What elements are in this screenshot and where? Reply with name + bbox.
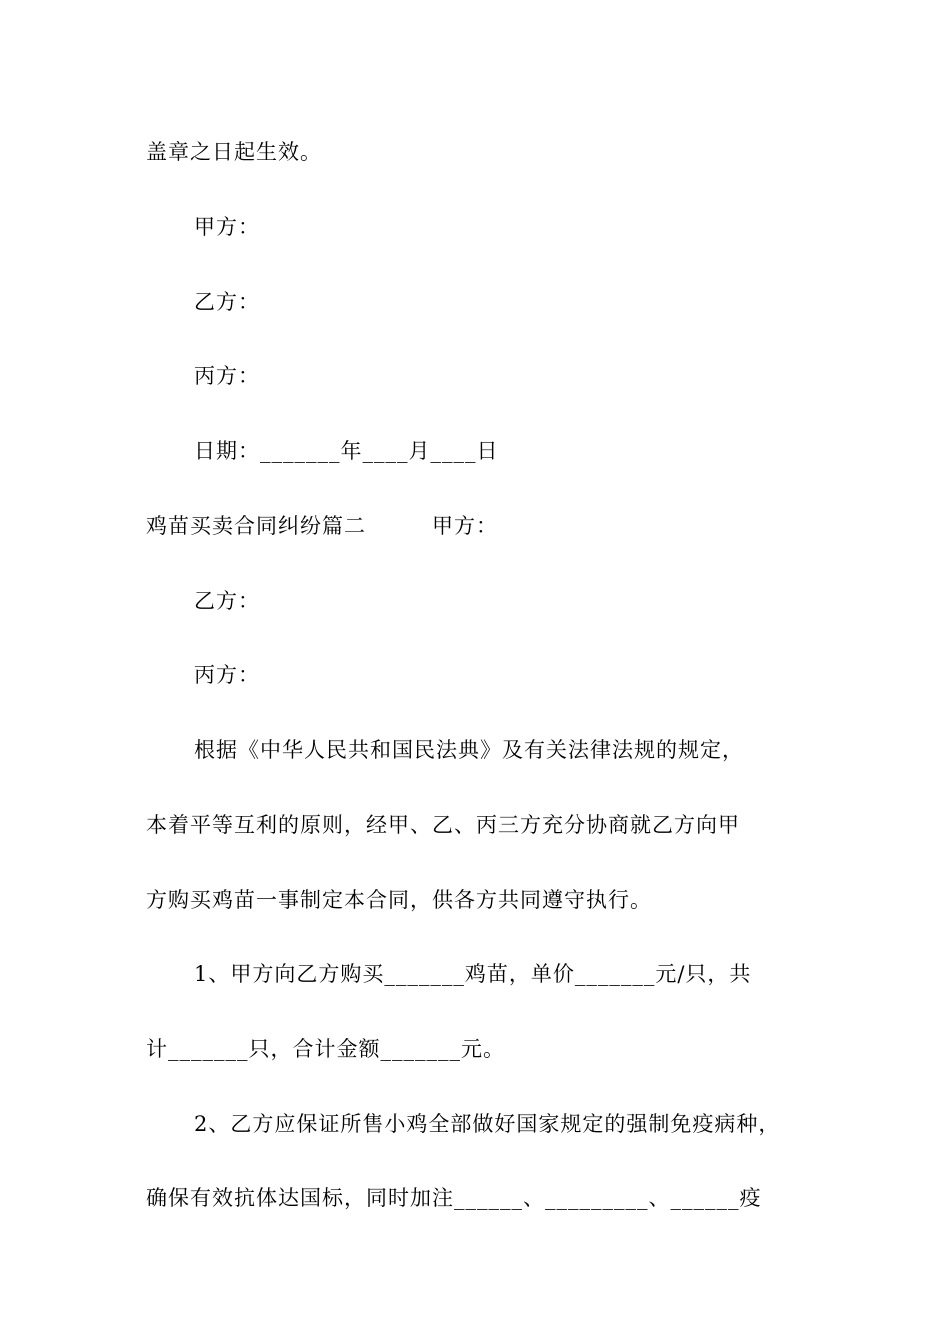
clause-2-line: 2、乙方应保证所售小鸡全部做好国家规定的强制免疫病种， bbox=[194, 1112, 781, 1136]
party-c-label: 丙方： bbox=[194, 364, 260, 388]
clause-1-line: 1、甲方向乙方购买_______鸡苗，单价_______元/只，共 bbox=[194, 962, 752, 986]
clause-2-line: 确保有效抗体达国标，同时加注______、_________、______疫 bbox=[146, 1186, 762, 1210]
paragraph-line: 根据《中华人民共和国民法典》及有关法律法规的规定， bbox=[194, 738, 744, 762]
party-a-label: 甲方： bbox=[194, 215, 260, 239]
party-c-label-2: 丙方： bbox=[194, 663, 260, 687]
section-title-line: 鸡苗买卖合同纠纷篇二 甲方： bbox=[146, 514, 498, 538]
text-line-effective: 盖章之日起生效。 bbox=[146, 140, 322, 164]
paragraph-line: 本着平等互利的原则，经甲、乙、丙三方充分协商就乙方向甲 bbox=[146, 813, 740, 837]
paragraph-line: 方购买鸡苗一事制定本合同，供各方共同遵守执行。 bbox=[146, 888, 652, 912]
party-b-label-2: 乙方： bbox=[194, 589, 260, 613]
date-line: 日期：_______年____月____日 bbox=[194, 439, 499, 463]
party-b-label: 乙方： bbox=[194, 290, 260, 314]
clause-1-line: 计_______只，合计金额_______元。 bbox=[146, 1037, 505, 1061]
